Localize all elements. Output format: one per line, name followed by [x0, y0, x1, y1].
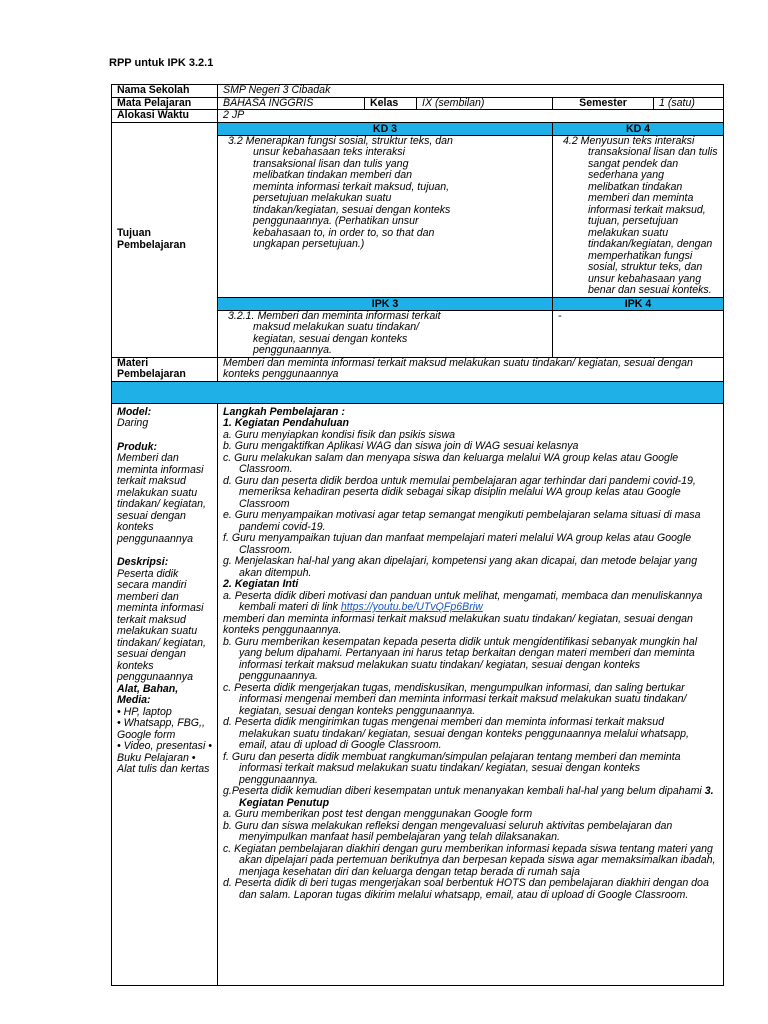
ipk4-header: IPK 4 — [553, 297, 724, 310]
inti-a-text: a. Peserta didik diberi motivasi dan panduan untuk melihat, mengamati, membaca dan menuliskannya kembali materi di link — [223, 589, 703, 613]
mapel-value: BAHASA INGGRIS — [218, 97, 365, 110]
kd3-header: KD 3 — [218, 122, 553, 135]
kegiatan-pendahuluan-heading: 1. Kegiatan Pendahuluan — [223, 417, 349, 429]
materi-label: Materi Pembelajaran — [112, 357, 218, 381]
inti-b: b. Guru memberikan kesempatan kepada peserta didik untuk mengidentifikasi sebanyak mungkin hal yang belum dipahami. Pertanyaan ini harus tetap berkaitan dengan materi memberi dan meminta informasi terkait maksud melakukan suatu tindakan/ kegiatan, sesuai dengan konteks penggunaannya. — [223, 635, 698, 682]
kd4-text: 4.2 Menyusun teks interaksi transaksional lisan dan tulis sangat pendek dan sederhana yang melibatkan tindakan memberi dan meminta informasi terkait maksud, tujuan, persetujuan melakukan suatu tindakan/kegiatan, dengan memperhatikan fungsi sosial, struktur teks, dan unsur kebahasaan yang benar dan sesuai konteks. — [563, 134, 718, 296]
inti-g — [223, 786, 718, 809]
kelas-label: Kelas — [365, 97, 417, 110]
produk-value: Memberi dan meminta informasi terkait maksud melakukan suatu tindakan/ kegiatan, sesuai dengan konteks penggunaannya — [117, 452, 206, 545]
pendahuluan-g: g. Menjelaskan hal-hal yang akan dipelajari, kompetensi yang akan dicapai, dan metode belajar yang akan ditempuh. — [223, 555, 698, 579]
model-value: Daring — [117, 417, 149, 429]
pendahuluan-f: f. Guru menyampaikan tujuan dan manfaat mempelajari materi melalui WA group kelas atau Google Classroom. — [223, 532, 692, 556]
kegiatan-inti-heading: 2. Kegiatan Inti — [223, 578, 299, 590]
inti-c: c. Peserta didik mengerjakan tugas, mendiskusikan, mengumpulkan informasi, dan saling bertukar informasi mengenai memberi dan meminta informasi terkait maksud melakukan suatu tindakan/ kegiatan, sesuai dengan konteks penggunaannya. — [223, 681, 687, 717]
model-label: Model: — [117, 405, 152, 418]
kegiatan-penutup-heading: 3. Kegiatan Penutup — [239, 785, 714, 809]
youtube-link[interactable]: https://youtu.be/UTvQFp6Briw — [340, 601, 483, 613]
inti-a-continued: memberi dan meminta informasi terkait maksud melakukan suatu tindakan/ kegiatan, sesuai dengan konteks penggunaannya. — [223, 612, 693, 636]
alokasi-label: Alokasi Waktu — [112, 110, 218, 123]
ipk3-header: IPK 3 — [218, 297, 553, 310]
semester-value: 1 (satu) — [654, 97, 724, 110]
deskripsi-value: Peserta didik secara mandiri memberi dan meminta informasi terkait maksud melakukan suatu tindakan/ kegiatan, sesuai dengan konteks penggunaannya — [117, 567, 206, 683]
nama-sekolah-label: Nama Sekolah — [112, 85, 218, 98]
kd4-header: KD 4 — [553, 122, 724, 135]
ipk4-text: - — [553, 310, 724, 357]
alat-label: Alat, Bahan, Media: — [117, 682, 179, 706]
alat-item-3: • Video, presentasi • Buku Pelajaran • Alat tulis dan kertas — [117, 740, 212, 775]
kelas-value: IX (sembilan) — [417, 97, 553, 110]
inti-a — [223, 591, 718, 614]
pendahuluan-c: c. Guru melakukan salam dan menyapa siswa dan keluarga melalui WA group kelas atau Google Classroom. — [223, 451, 679, 475]
langkah-heading: Langkah Pembelajaran : — [223, 405, 345, 418]
penutup-a: a. Guru memberikan post test dengan menggunakan Google form — [223, 808, 533, 820]
inti-g-text: g.Peserta didik kemudian diberi kesempatan untuk menanyakan kembali hal-hal yang belum dipahami — [223, 785, 702, 797]
alokasi-value: 2 JP — [218, 110, 724, 123]
produk-label: Produk: — [117, 440, 158, 453]
rpp-table — [111, 84, 724, 986]
alat-item-2: • Whatsapp, FBG,, Google form — [117, 717, 205, 741]
penutup-c: c. Kegiatan pembelajaran diakhiri dengan guru memberikan informasi kepada siswa tentang materi yang akan dipelajari pada pertemuan berikutnya dan berpesan kepada siswa agar memaksimalkan ibadah, menjaga kesehatan diri dan keluarga dengan tetap berada di rumah saja — [223, 842, 716, 878]
inti-d: d. Peserta didik mengirimkan tugas mengenai memberi dan meminta informasi terkait maksud melakukan suatu tindakan/ kegiatan, sesuai dengan konteks penggunaannya melalui whatsapp, email, atau di upload di Google Classroom. — [223, 716, 689, 751]
deskripsi-label: Deskripsi: — [117, 556, 169, 568]
pendahuluan-e: e. Guru menyampaikan motivasi agar tetap semangat mengikuti pembelajaran selama situasi di masa pandemi covid-19. — [223, 509, 701, 533]
inti-f: f. Guru dan peserta didik membuat rangkuman/simpulan pelajaran tentang memberi dan meminta informasi terkait maksud melakukan suatu tindakan/ kegiatan, sesuai dengan konteks penggunaannya. — [223, 750, 681, 786]
side-info — [112, 403, 218, 985]
pendahuluan-d: d. Guru dan peserta didik berdoa untuk memulai pembelajaran agar terhindar dari pandemi covid-19, memeriksa kehadiran peserta didik sebagai sikap disiplin melalui WA group kelas atau Google Classroom — [223, 474, 696, 510]
langkah-pembelajaran — [218, 403, 724, 985]
kd3-text: 3.2 Menerapkan fungsi sosial, struktur teks, dan unsur kebahasaan teks interaksi transaksional lisan dan tulis yang melibatkan tindakan memberi dan meminta informasi terkait maksud, tujuan, persetujuan melakukan suatu tindakan/kegiatan, sesuai dengan konteks penggunaannya. (Perhatikan unsur kebahasaan to, in order to, so that dan ungkapan persetujuan.) — [228, 134, 453, 250]
tujuan-label: Tujuan Pembelajaran — [112, 122, 218, 357]
document-title: RPP untuk IPK 3.2.1 — [109, 57, 214, 69]
pendahuluan-a: a. Guru menyiapkan kondisi fisik dan psikis siswa — [223, 428, 455, 441]
rpp-table-container — [111, 84, 723, 986]
penutup-d: d. Peserta didik di beri tugas mengerjakan soal berbentuk HOTS dan pembelajaran diakhiri dengan doa dan salam. Laporan tugas dikirim melalui whatsapp, email, atau di upload di Google Classroom. — [223, 877, 709, 901]
mapel-label: Mata Pelajaran — [112, 97, 218, 110]
nama-sekolah-value: SMP Negeri 3 Cibadak — [218, 85, 724, 98]
alat-item-1: • HP, laptop — [117, 705, 172, 718]
pendahuluan-b: b. Guru mengaktifkan Aplikasi WAG dan siswa join di WAG sesuai kelasnya — [223, 440, 579, 452]
ipk3-text: 3.2.1. Memberi dan meminta informasi terkait maksud melakukan suatu tindakan/ kegiatan, sesuai dengan konteks penggunaannya. — [228, 309, 441, 356]
materi-text: Memberi dan meminta informasi terkait maksud melakukan suatu tindakan/ kegiatan, sesuai dengan konteks penggunaannya — [218, 357, 724, 381]
penutup-b: b. Guru dan siswa melakukan refleksi dengan mengevaluasi seluruh aktivitas pembelajaran dan menyimpulkan manfaat hasil pembelajaran yang telah dilaksanakan. — [223, 819, 673, 843]
blue-separator-row — [112, 381, 724, 403]
semester-label: Semester — [553, 97, 654, 110]
